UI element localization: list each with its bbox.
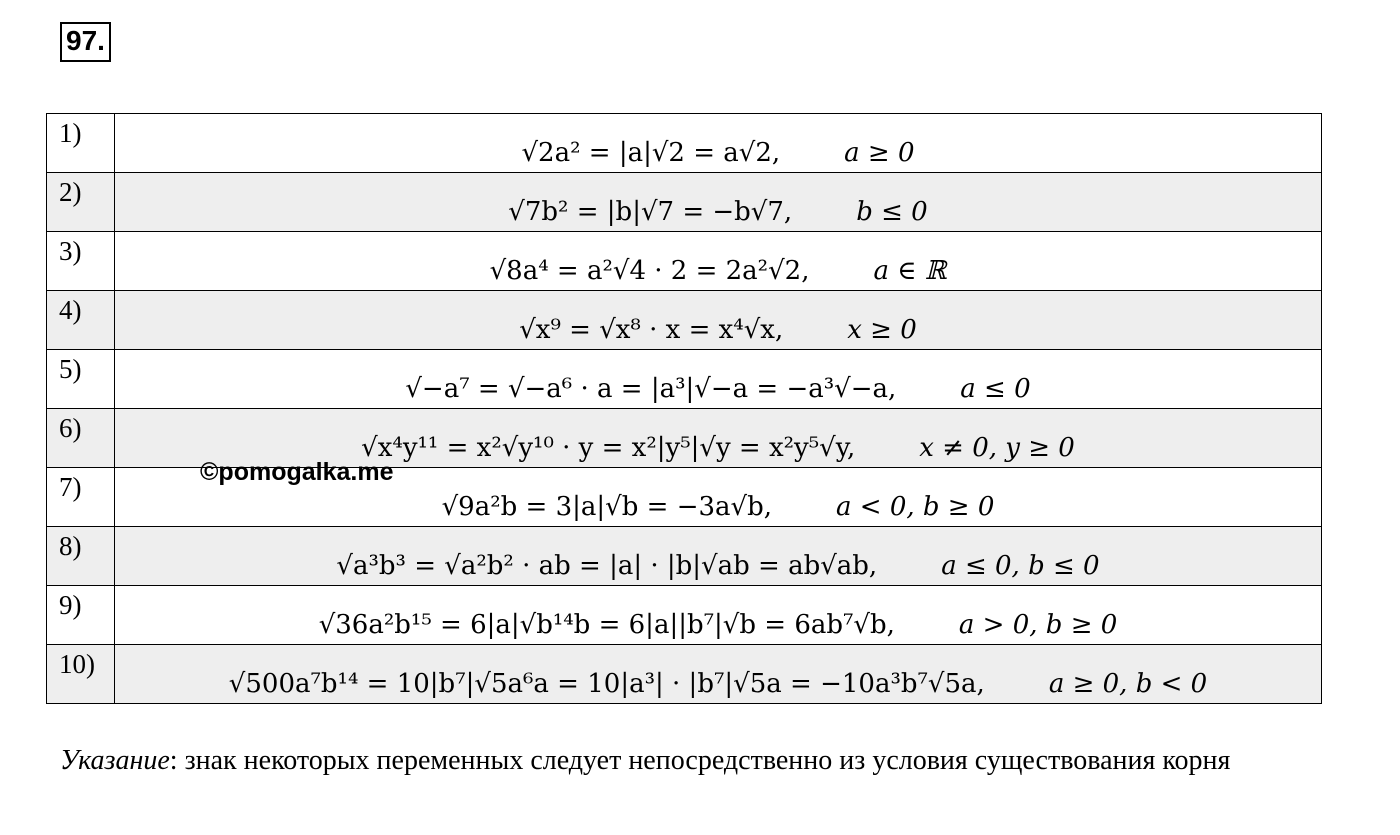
condition: x ≥ 0 (847, 315, 917, 345)
equation: √36a²b¹⁵ = 6|a|√b¹⁴b = 6|a||b⁷|√b = 6ab⁷√b, (318, 610, 895, 640)
equation: √500a⁷b¹⁴ = 10|b⁷|√5a⁶a = 10|a³| · |b⁷|√5a = −10a³b⁷√5a, (228, 669, 985, 699)
table-row (47, 586, 1322, 645)
table-row (47, 645, 1322, 704)
condition: b ≤ 0 (856, 197, 928, 227)
row-number: 7) (47, 468, 115, 527)
row-expression (115, 586, 1322, 645)
row-expression (115, 527, 1322, 586)
equation: √x⁹ = √x⁸ · x = x⁴√x, (519, 315, 784, 345)
condition: a ∈ ℝ (873, 256, 947, 286)
row-number: 1) (47, 114, 115, 173)
row-number: 10) (47, 645, 115, 704)
condition: a ≥ 0, b < 0 (1048, 669, 1208, 699)
solutions-table (46, 113, 1322, 704)
row-expression (115, 291, 1322, 350)
row-expression (115, 173, 1322, 232)
equation: √9a²b = 3|a|√b = −3a√b, (441, 492, 772, 522)
table-row (47, 527, 1322, 586)
condition: a < 0, b ≥ 0 (836, 492, 995, 522)
equation: √2a² = |a|√2 = a√2, (521, 138, 781, 168)
table-row (47, 350, 1322, 409)
row-number: 2) (47, 173, 115, 232)
table-row (47, 291, 1322, 350)
row-expression (115, 232, 1322, 291)
hint-body: : знак некоторых переменных следует непосредственно из условия существования корня (169, 745, 1231, 776)
equation: √7b² = |b|√7 = −b√7, (508, 197, 793, 227)
row-number: 8) (47, 527, 115, 586)
hint-text (60, 740, 1290, 782)
condition: a ≤ 0 (960, 374, 1031, 404)
table-row (47, 232, 1322, 291)
problem-number: 97. (60, 22, 111, 62)
row-expression (115, 645, 1322, 704)
condition: a > 0, b ≥ 0 (958, 610, 1118, 640)
row-number: 5) (47, 350, 115, 409)
table-row (47, 114, 1322, 173)
condition: a ≥ 0 (844, 138, 915, 168)
equation: √a³b³ = √a²b² · ab = |a| · |b|√ab = ab√ab, (336, 551, 878, 581)
row-expression (115, 114, 1322, 173)
table-row (47, 173, 1322, 232)
row-number: 4) (47, 291, 115, 350)
row-number: 9) (47, 586, 115, 645)
watermark: ©pomogalka.me (200, 458, 394, 486)
condition: x ≠ 0, y ≥ 0 (919, 433, 1075, 463)
equation: √8a⁴ = a²√4 · 2 = 2a²√2, (489, 256, 810, 286)
row-number: 3) (47, 232, 115, 291)
equation: √x⁴y¹¹ = x²√y¹⁰ · y = x²|y⁵|√y = x²y⁵√y, (361, 433, 856, 463)
row-number: 6) (47, 409, 115, 468)
equation: √−a⁷ = √−a⁶ · a = |a³|√−a = −a³√−a, (405, 374, 897, 404)
condition: a ≤ 0, b ≤ 0 (941, 551, 1100, 581)
row-expression (115, 350, 1322, 409)
hint-lead: Указание (60, 745, 170, 776)
